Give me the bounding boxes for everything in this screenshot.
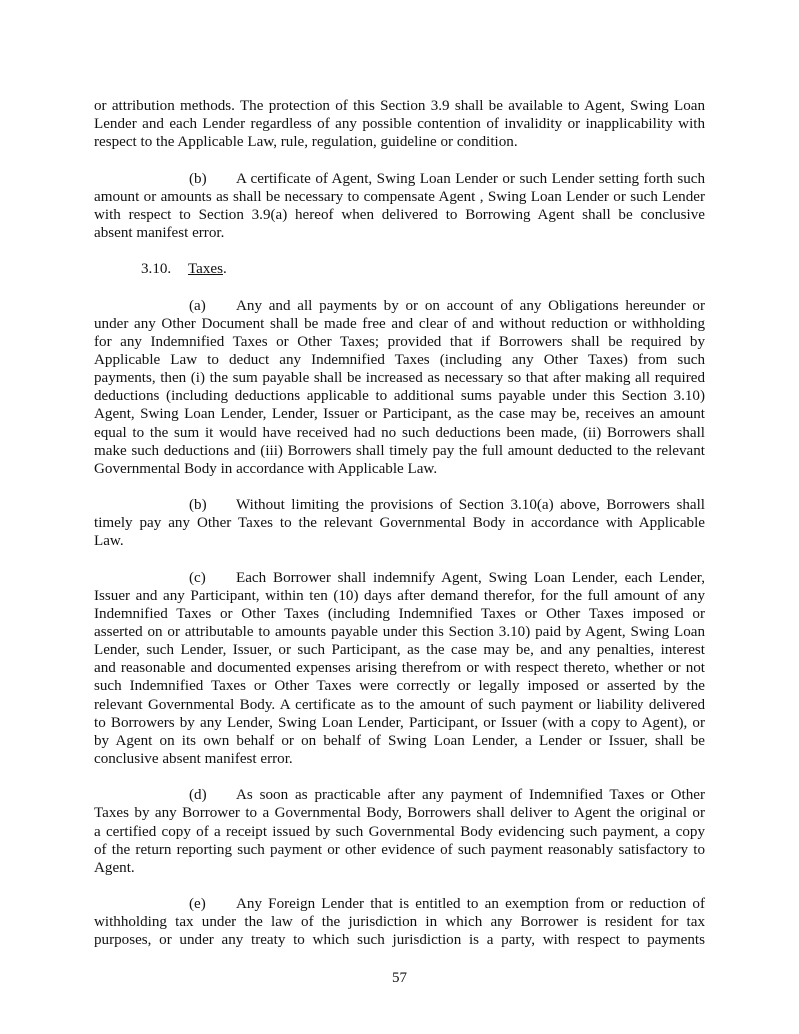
- text-line: such Indemnified Taxes or Other Taxes were correctly or legally imposed or asserted by the: [94, 678, 705, 695]
- text-line: a certified copy of a receipt issued by such Governmental Body evidencing such payment, a copy: [94, 823, 705, 840]
- line-text: Each Borrower shall indemnify Agent, Swing Loan Lender, each Lender,: [236, 569, 705, 586]
- text-line: [94, 786, 705, 804]
- paragraph: [94, 97, 705, 151]
- text-line: Lender and each Lender regardless of any possible contention of invalidity or inapplicability with: [94, 116, 705, 133]
- text-line: and reasonable and documented expenses arising therefrom or with respect thereto, whether or not: [94, 660, 705, 677]
- text-line: equal to the sum it would have received had no such deductions been made, (ii) Borrowers shall: [94, 424, 705, 441]
- subsection-paragraph: [94, 170, 705, 242]
- text-line: Lender, such Lender, Issuer, or such Participant, as the case may be, and any penalties, interest: [94, 642, 705, 659]
- text-line: Governmental Body in accordance with Applicable Law.: [94, 460, 438, 477]
- text-line: timely pay any Other Taxes to the relevant Governmental Body in accordance with Applicable: [94, 515, 705, 532]
- line-text: Without limiting the provisions of Section 3.10(a) above, Borrowers shall: [236, 497, 705, 514]
- section-title-suffix: .: [223, 261, 227, 278]
- page-number: 57: [392, 970, 407, 986]
- text-line: Law.: [94, 533, 124, 550]
- subsection-paragraph: [94, 895, 705, 949]
- subsection-label: (e): [189, 896, 206, 913]
- text-line: [94, 895, 705, 913]
- text-line: Agent.: [94, 859, 135, 876]
- text-line: Applicable Law to deduct any Indemnified Taxes (including any Other Taxes) from such: [94, 352, 705, 369]
- text-line: asserted on or attributable to amounts payable under this Section 3.10) paid by Agent, Swing Loan: [94, 624, 705, 641]
- section-title: Taxes: [188, 261, 223, 278]
- text-line: make such deductions and (iii) Borrowers shall timely pay the full amount deducted to the relevant: [94, 442, 705, 459]
- text-line: for any Indemnified Taxes or Other Taxes; provided that if Borrowers shall be required by: [94, 334, 705, 351]
- text-line: by Agent on its own behalf or on behalf of Swing Loan Lender, a Lender or Issuer, shall be: [94, 732, 705, 749]
- text-line: to Borrowers by any Lender, Swing Loan Lender, Participant, or Issuer (with a copy to Agent), or: [94, 714, 705, 731]
- subsection-label: (c): [189, 569, 206, 586]
- subsection-paragraph: [94, 569, 705, 768]
- subsection-label: (a): [189, 297, 206, 314]
- subsection-label: (b): [189, 170, 207, 187]
- document-body: [94, 97, 705, 968]
- text-line: Issuer and any Participant, within ten (10) days after demand therefor, for the full amount of any: [94, 588, 705, 605]
- text-line: or attribution methods. The protection of this Section 3.9 shall be available to Agent, Swing Loan: [94, 98, 705, 114]
- text-line: [94, 170, 705, 188]
- line-text: As soon as practicable after any payment of Indemnified Taxes or Other: [236, 787, 705, 804]
- text-line: purposes, or under any treaty to which such jurisdiction is a party, with respect to payments: [94, 932, 705, 949]
- text-line: under any Other Document shall be made free and clear of and without reduction or withholding: [94, 316, 705, 333]
- text-line: deductions (including deductions applicable to additional sums payable under this Section 3.10): [94, 388, 705, 405]
- text-line: withholding tax under the law of the jurisdiction in which any Borrower is resident for tax: [94, 914, 705, 931]
- line-text: Any and all payments by or on account of any Obligations hereunder or: [236, 297, 705, 314]
- text-line: relevant Governmental Body. A certificate as to the amount of such payment or liability delivered: [94, 696, 705, 713]
- text-line: amount or amounts as shall be necessary to compensate Agent , Swing Loan Lender or such Lender: [94, 188, 705, 205]
- text-line: respect to the Applicable Law, rule, regulation, guideline or condition.: [94, 134, 518, 151]
- subsection-label: (b): [189, 497, 207, 514]
- text-line: Agent, Swing Loan Lender, Lender, Issuer or Participant, as the case may be, receives an amount: [94, 406, 705, 423]
- text-line: of the return reporting such payment or other evidence of such payment reasonably satisfactory to: [94, 841, 705, 858]
- section-number: 3.10.: [141, 261, 172, 278]
- subsection-paragraph: [94, 496, 705, 550]
- text-line: Indemnified Taxes or Other Taxes (including Indemnified Taxes or Other Taxes imposed or: [94, 606, 705, 623]
- heading-line: [94, 260, 705, 278]
- text-line: [94, 496, 705, 514]
- text-line: conclusive absent manifest error.: [94, 750, 293, 767]
- text-line: with respect to Section 3.9(a) hereof when delivered to Borrowing Agent shall be conclusive: [94, 206, 705, 223]
- text-line: payments, then (i) the sum payable shall be increased as necessary so that after making all required: [94, 370, 705, 387]
- text-line: [94, 569, 705, 587]
- subsection-paragraph: [94, 786, 705, 876]
- text-line: [94, 297, 705, 315]
- text-line: absent manifest error.: [94, 224, 225, 241]
- section-heading: [94, 260, 705, 278]
- subsection-paragraph: [94, 297, 705, 478]
- line-text: A certificate of Agent, Swing Loan Lender or such Lender setting forth such: [236, 170, 705, 187]
- subsection-label: (d): [189, 787, 207, 804]
- line-text: Any Foreign Lender that is entitled to an exemption from or reduction of: [236, 896, 705, 913]
- text-line: Taxes by any Borrower to a Governmental Body, Borrowers shall deliver to Agent the original or: [94, 805, 705, 822]
